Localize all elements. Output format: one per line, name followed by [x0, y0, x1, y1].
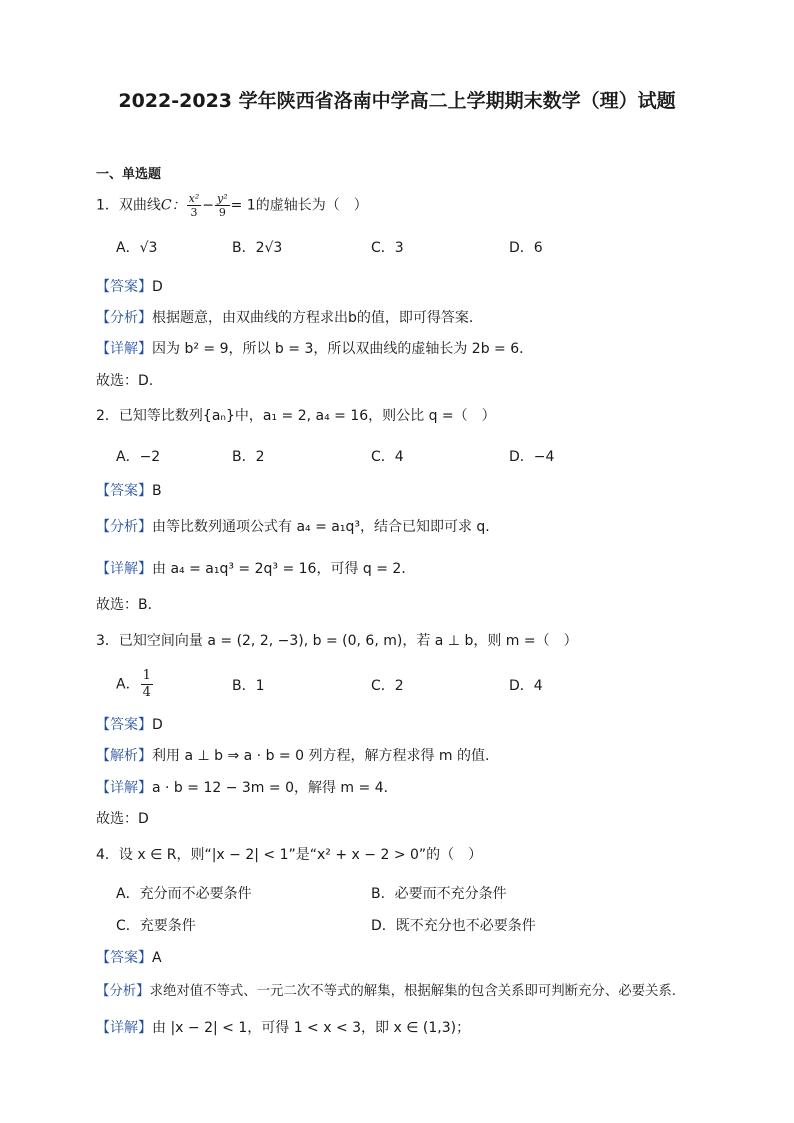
question-3-stem: 3．已知空间向量 a = (2, 2, −3), b = (0, 6, m)，若 a ⊥ b，则 m =（ ） [96, 633, 578, 649]
q1-choose: 故选：D. [96, 373, 154, 389]
q2-detail-text: 由 a₄ = a₁q³ = 2q³ = 16，可得 q = 2． [152, 561, 416, 577]
q4-answer-value: A [152, 950, 162, 966]
q1-answer-value: D [152, 279, 163, 295]
q1-frac1-den: 3 [190, 206, 198, 219]
q1-detail [96, 338, 533, 358]
q1-equals: = 1 [230, 197, 256, 214]
q3-option-a-label: A． [116, 676, 140, 693]
q4-analysis [96, 980, 676, 999]
q1-option-d: D．6 [509, 240, 543, 256]
q3-detail-tag: 【详解】 [96, 780, 152, 796]
q1-detail-tag: 【详解】 [96, 341, 152, 357]
q1-answer-tag: 【答案】 [96, 279, 152, 295]
q1-detail-text: 因为 b² = 9，所以 b = 3，所以双曲线的虚轴长为 2b = 6． [152, 341, 534, 357]
question-4-stem: 4．设 x ∈ R，则“|x − 2| < 1”是“x² + x − 2 > 0”的（ ） [96, 847, 483, 863]
question-1-stem [96, 192, 368, 219]
q1-analysis [96, 307, 483, 327]
q1-option-b: B．2√3 [232, 240, 283, 256]
q1-fraction-y [215, 192, 230, 219]
q1-answer [96, 276, 163, 296]
q3-answer-tag: 【答案】 [96, 717, 152, 733]
q3-option-a-fraction [141, 668, 153, 701]
q1-analysis-tag: 【分析】 [96, 310, 152, 326]
q4-detail-text: 由 |x − 2| < 1，可得 1 < x < 3，即 x ∈ (1,3)； [152, 1020, 471, 1036]
q3-choose: 故选：D [96, 811, 149, 827]
q3-option-d: D．4 [509, 678, 543, 694]
q2-analysis-text: 由等比数列通项公式有 a₄ = a₁q³，结合已知即可求 q． [152, 519, 500, 535]
q4-detail-tag: 【详解】 [96, 1020, 152, 1036]
q3-option-a-num: 1 [142, 668, 151, 683]
q4-option-a: A．充分而不必要条件 [116, 886, 252, 902]
q3-detail-text: a · b = 12 − 3m = 0，解得 m = 4． [152, 780, 398, 796]
q1-analysis-text: 根据题意，由双曲线的方程求出b的值，即可得答案． [152, 310, 483, 326]
q2-option-a: A．−2 [116, 449, 161, 465]
q1-minus: − [202, 197, 214, 214]
q2-detail [96, 558, 415, 578]
q3-answer-value: D [152, 717, 163, 733]
q2-answer-tag: 【答案】 [96, 483, 152, 499]
q1-stem-prefix: 1．双曲线 [96, 197, 161, 214]
q4-detail [96, 1017, 470, 1037]
q3-answer [96, 714, 163, 734]
q3-analysis [96, 745, 489, 765]
q1-stem-suffix: 的虚轴长为（ ） [255, 197, 368, 214]
q1-option-a: A．√3 [116, 240, 158, 256]
q2-analysis-tag: 【分析】 [96, 519, 152, 535]
q3-option-a [116, 668, 154, 701]
question-2-stem: 2．已知等比数列{aₙ}中，a₁ = 2, a₄ = 16，则公比 q =（ ） [96, 408, 496, 424]
q3-analysis-tag: 【解析】 [96, 748, 152, 764]
q2-choose: 故选：B． [96, 597, 162, 613]
q4-answer-tag: 【答案】 [96, 950, 152, 966]
q2-option-c: C．4 [371, 449, 404, 465]
q3-option-a-den: 4 [142, 685, 151, 700]
q1-fraction-x [187, 192, 202, 219]
q4-analysis-tag: 【分析】 [96, 984, 150, 999]
q4-option-d: D．既不充分也不必要条件 [371, 918, 536, 934]
q1-frac2-den: 9 [218, 206, 226, 219]
q4-answer [96, 947, 162, 967]
q1-option-c: C．3 [371, 240, 404, 256]
q2-answer [96, 480, 162, 500]
q2-option-b: B．2 [232, 449, 265, 465]
q2-option-d: D．−4 [509, 449, 555, 465]
q2-analysis [96, 516, 499, 536]
section-heading: 一、单选题 [96, 167, 162, 182]
q3-detail [96, 777, 398, 797]
q3-analysis-text: 利用 a ⊥ b ⇒ a · b = 0 列方程，解方程求得 m 的值. [152, 748, 490, 764]
q1-formula-c: C： [160, 197, 186, 214]
q3-option-b: B．1 [232, 678, 265, 694]
q3-option-c: C．2 [371, 678, 404, 694]
q1-frac2-num: y² [217, 192, 228, 205]
q4-analysis-text: 求绝对值不等式、一元二次不等式的解集，根据解集的包含关系即可判断充分、必要关系. [149, 984, 677, 999]
q4-option-b: B．必要而不充分条件 [371, 886, 507, 902]
page-title: 2022-2023 学年陕西省洛南中学高二上学期期末数学（理）试题 [118, 90, 676, 112]
q2-answer-value: B [152, 483, 162, 499]
q1-frac1-num: x² [188, 192, 200, 205]
q4-option-c: C．充要条件 [116, 918, 196, 934]
q2-detail-tag: 【详解】 [96, 561, 152, 577]
